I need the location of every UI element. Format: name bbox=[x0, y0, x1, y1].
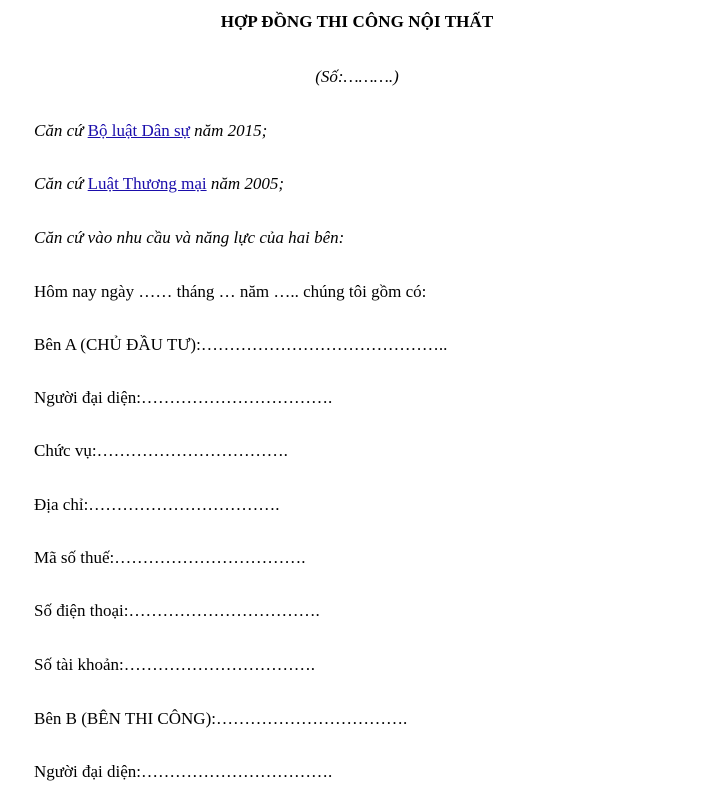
party-a-account: Số tài khoản:……………………………. bbox=[34, 655, 315, 674]
legal-basis-suffix: năm 2015; bbox=[189, 121, 268, 140]
legal-basis-needs: Căn cứ vào nhu cầu và năng lực của hai bên: bbox=[34, 228, 345, 247]
party-b-representative: Người đại diện:……………………………. bbox=[34, 762, 333, 781]
party-a-position: Chức vụ:……………………………. bbox=[34, 441, 288, 460]
date-line: Hôm nay ngày …… tháng … năm ….. chúng tôi gồm có: bbox=[34, 282, 427, 301]
contract-number: (Số:……….) bbox=[315, 67, 399, 86]
document-title: HỢP ĐỒNG THI CÔNG NỘI THẤT bbox=[220, 12, 494, 31]
commercial-law-link[interactable]: Luật Thương mại bbox=[87, 174, 207, 193]
legal-basis-suffix: năm 2005; bbox=[206, 174, 285, 193]
party-a-tax-code: Mã số thuế:……………………………. bbox=[34, 548, 306, 567]
party-b-header: Bên B (BÊN THI CÔNG):……………………………. bbox=[34, 709, 408, 728]
party-a-representative: Người đại diện:……………………………. bbox=[34, 388, 333, 407]
legal-basis-commercial-law bbox=[34, 173, 284, 195]
party-a-header: Bên A (CHỦ ĐẦU TƯ):…………………………………….. bbox=[34, 335, 448, 354]
party-a-phone: Số điện thoại:……………………………. bbox=[34, 601, 320, 620]
civil-code-link[interactable]: Bộ luật Dân sự bbox=[87, 121, 190, 140]
legal-basis-prefix: Căn cứ bbox=[34, 174, 88, 193]
legal-basis-civil-code bbox=[34, 120, 267, 142]
party-a-address: Địa chỉ:……………………………. bbox=[34, 495, 280, 514]
legal-basis-prefix: Căn cứ bbox=[34, 121, 88, 140]
